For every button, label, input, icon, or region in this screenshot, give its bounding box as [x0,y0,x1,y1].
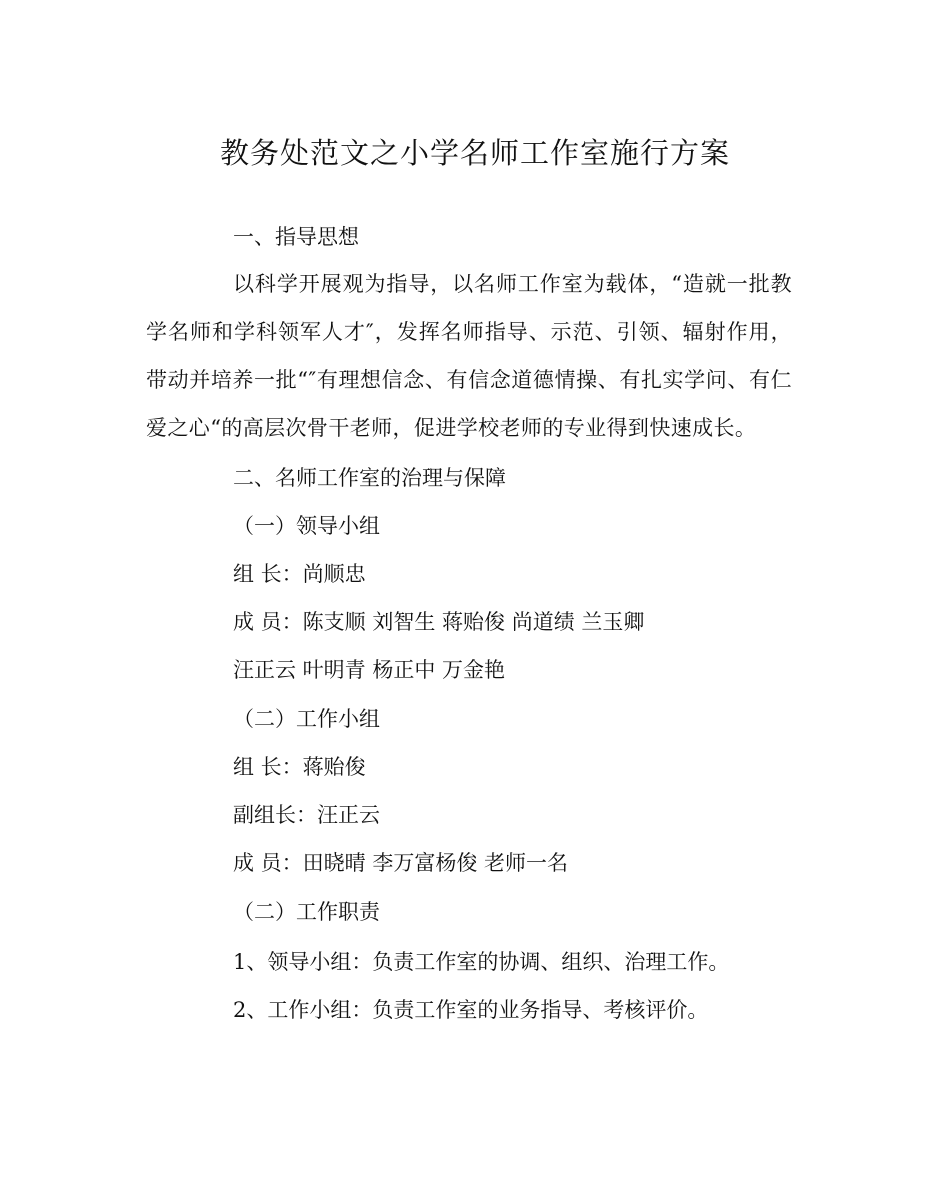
leading-group-leader: 组 长：尚顺忠 [233,562,366,586]
guiding-ideology-paragraph: 以科学开展观为指导，以名师工作室为载体，“造就一批教学名师和学科领军人才″，发挥名师指导、示范、引领、辐射作用，带动并培养一批“″有理想信念、有信念道德情操、有扎实学问、有仁爱之心“的高层次骨干老师，促进学校老师的专业得到快速成长。 [146,272,792,440]
page-title: 教务处范文之小学名师工作室施行方案 [219,136,730,170]
duty-item-1: 1、领导小组：负责工作室的协调、组织、治理工作。 [233,950,730,974]
duty-item-2: 2、工作小组：负责工作室的业务指导、考核评价。 [233,998,709,1022]
working-group-deputy: 副组长：汪正云 [233,803,380,827]
leading-group-members-line-1: 成 员：陈支顺 刘智生 蒋贻俊 尚道绩 兰玉卿 [233,610,645,634]
working-group-heading: （二）工作小组 [233,707,380,731]
section-heading-management: 二、名师工作室的治理与保障 [233,466,506,490]
working-group-leader: 组 长：蒋贻俊 [233,755,366,779]
section-heading-guiding-ideology: 一、指导思想 [233,225,359,249]
leading-group-heading: （一）领导小组 [233,514,380,538]
leading-group-members-line-2: 汪正云 叶明青 杨正中 万金艳 [233,658,506,682]
working-group-members: 成 员：田晓晴 李万富杨俊 老师一名 [233,851,569,875]
duties-heading: （二）工作职责 [233,900,380,924]
